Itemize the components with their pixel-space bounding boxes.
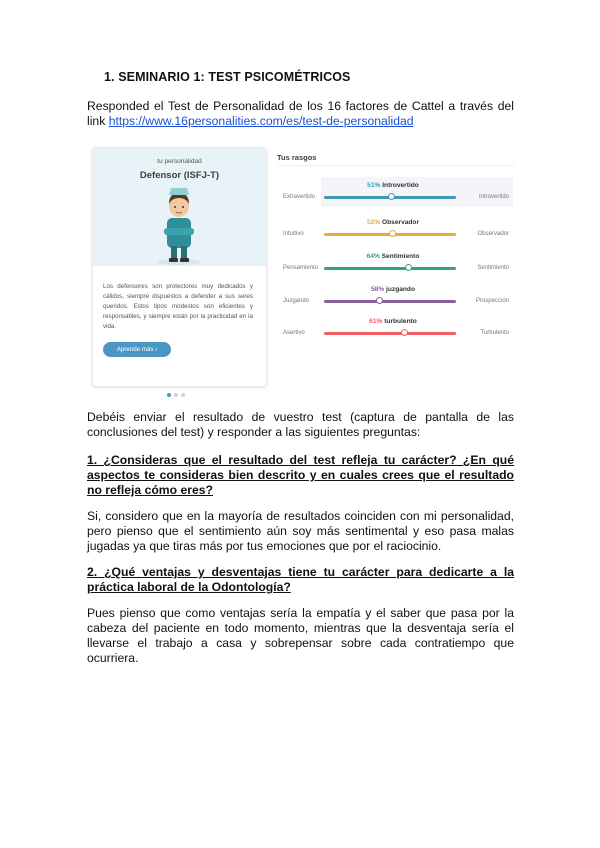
answer-2: Pues pienso que como ventajas sería la empatía y el saber que pasa por la cabeza del paciente en todo momento, mientras que la desventaja sería el llevarse el trabajo a casa y sobrepensar sobre cada contratiempo que ocurriera. [87, 606, 514, 665]
instructions-paragraph: Debéis enviar el resultado de vuestro test (captura de pantalla de las conclusiones del test) y responder a las siguientes preguntas: [87, 410, 514, 439]
trait-row-mind [271, 183, 515, 215]
answer-1: Si, considero que en la mayoría de resultados coinciden con mi personalidad, pero pienso que el sentimiento aún soy más sentimental y eso pasa malas jugadas ya que tiras más por tus emociones que por el raciocinio. [87, 509, 514, 553]
carousel-dot[interactable] [167, 393, 171, 397]
trait-bar [324, 300, 456, 303]
intro-text: Responded el Test de Personalidad de los 16 factores de Cattel a través del link [87, 99, 514, 128]
trait-bar [324, 267, 456, 270]
trait-left-label: Asertivo [283, 330, 305, 336]
carousel-dot[interactable] [181, 393, 185, 397]
trait-left-label: Extravertido [283, 194, 316, 200]
trait-bar [324, 332, 456, 335]
trait-right-label: Introvertido [478, 194, 509, 200]
learn-more-button[interactable]: Aprende más › [103, 342, 171, 357]
trait-percentage: 64% Sentimiento [366, 253, 420, 260]
trait-row-tactics [271, 287, 515, 319]
trait-percentage: 51% Introvertido [367, 182, 419, 189]
traits-title: Tus rasgos [277, 153, 317, 162]
personality-test-link[interactable]: https://www.16personalities.com/es/test-de-personalidad [108, 114, 414, 128]
persona-label: tu personalidad [157, 158, 202, 165]
trait-marker [388, 193, 395, 200]
trait-percentage: 52% Observador [366, 219, 420, 226]
trait-marker [405, 264, 412, 271]
persona-description: Los defensores son protectores muy dedicados y cálidos, siempre dispuestos a defender a sus seres queridos. Estos tipos modestos son eficientes y responsables, y siempre están por la practicidad en la vida. [103, 283, 253, 330]
trait-row-energy [271, 220, 515, 252]
trait-right-label: Turbulento [480, 330, 509, 336]
trait-percentage: 58% juzgando [371, 286, 415, 293]
defender-illustration-icon [131, 184, 227, 271]
question-1: 1. ¿Consideras que el resultado del test refleja tu carácter? ¿En qué aspectos te consideras bien descrito y en cuales crees que el resultado no refleja cómo eres? [87, 453, 514, 497]
test-result-screenshot [88, 143, 516, 390]
persona-name: Defensor (ISFJ-T) [139, 170, 220, 181]
trait-left-label: Juzgando [283, 298, 310, 304]
trait-right-label: Prospección [475, 298, 509, 304]
trait-marker [401, 329, 408, 336]
traits-panel [271, 147, 515, 347]
trait-right-label: Sentimiento [477, 265, 509, 271]
section-heading: 1. SEMINARIO 1: TEST PSICOMÉTRICOS [104, 70, 351, 84]
trait-left-label: Pensamiento [283, 265, 319, 271]
trait-row-nature [271, 254, 515, 286]
carousel-dots[interactable] [167, 384, 188, 402]
trait-marker [376, 297, 383, 304]
carousel-dot[interactable] [174, 393, 178, 397]
trait-right-label: Observador [477, 231, 509, 237]
intro-paragraph [87, 99, 514, 129]
question-2: 2. ¿Qué ventajas y desventajas tiene tu carácter para dedicarte a la práctica laboral de la Odontología? [87, 565, 514, 594]
personality-card [92, 147, 267, 387]
trait-left-label: Intuitivo [283, 231, 304, 237]
trait-percentage: 61% turbulento [369, 318, 417, 325]
trait-row-identity [271, 319, 515, 351]
